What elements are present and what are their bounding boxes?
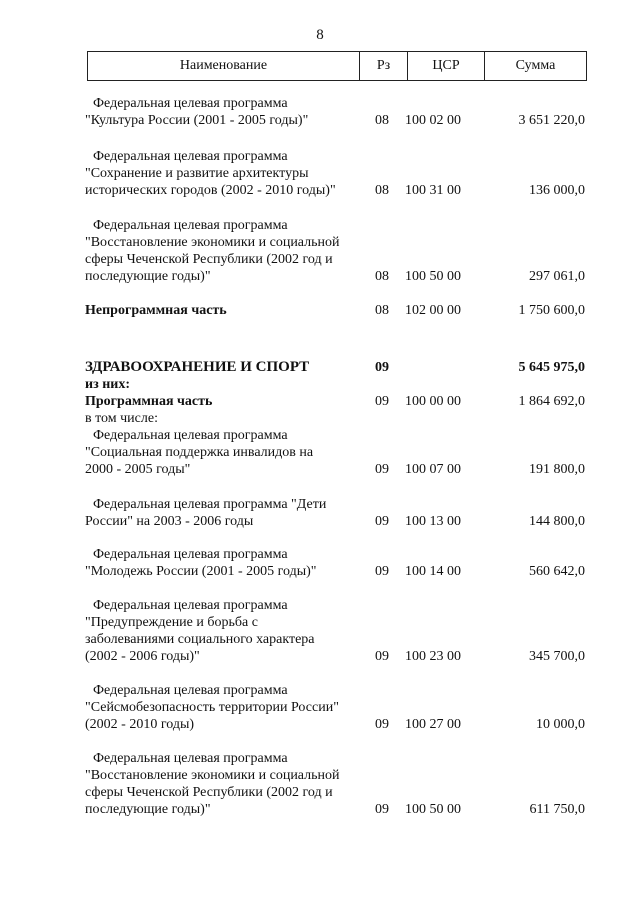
row-rz: 08	[375, 303, 389, 318]
row-csr: 100 00 00	[405, 394, 461, 409]
row-csr: 100 50 00	[405, 802, 461, 817]
row-rz: 09	[375, 514, 389, 529]
row-csr: 100 13 00	[405, 514, 461, 529]
row-csr: 100 23 00	[405, 649, 461, 664]
row-rz: 09	[375, 717, 389, 732]
row-sum: 1 864 692,0	[518, 394, 585, 409]
row-rz: 08	[375, 269, 389, 284]
page-number: 8	[316, 27, 324, 43]
row-sum: 144 800,0	[529, 514, 585, 529]
row-name: из них:	[85, 377, 130, 392]
row-name: Непрограммная часть	[85, 303, 227, 318]
column-header-name: Наименование	[88, 52, 360, 80]
table-header	[87, 51, 587, 81]
row-name: Программная часть	[85, 394, 213, 409]
row-name: Федеральная целевая программа "Сейсмобезопасность территории России" (2002 - 2010 годы)	[85, 683, 339, 732]
row-sum: 191 800,0	[529, 462, 585, 477]
row-rz: 08	[375, 113, 389, 128]
row-sum: 5 645 975,0	[518, 360, 585, 375]
row-sum: 1 750 600,0	[518, 303, 585, 318]
section-title: ЗДРАВООХРАНЕНИЕ И СПОРТ	[85, 359, 310, 375]
row-csr: 100 27 00	[405, 717, 461, 732]
row-rz: 09	[375, 564, 389, 579]
row-csr: 100 02 00	[405, 113, 461, 128]
row-csr: 102 00 00	[405, 303, 461, 318]
row-name: Федеральная целевая программа "Восстановление экономики и социальной сферы Чеченской Республики (2002 год и последующие годы)"	[85, 218, 340, 284]
row-csr: 100 31 00	[405, 183, 461, 198]
column-header-csr: ЦСР	[408, 52, 485, 80]
row-sum: 560 642,0	[529, 564, 585, 579]
row-name: Федеральная целевая программа "Молодежь России (2001 - 2005 годы)"	[85, 547, 317, 579]
row-name: Федеральная целевая программа "Предупреждение и борьба с заболеваниями социального характера (2002 - 2006 годы)"	[85, 598, 315, 664]
row-name: Федеральная целевая программа "Дети России" на 2003 - 2006 годы	[85, 497, 327, 529]
row-csr: 100 50 00	[405, 269, 461, 284]
row-sum: 3 651 220,0	[518, 113, 585, 128]
row-sum: 611 750,0	[529, 802, 585, 817]
column-header-sum: Сумма	[515, 58, 556, 73]
row-rz: 09	[375, 394, 389, 409]
row-name: Федеральная целевая программа "Культура России (2001 - 2005 годы)"	[85, 96, 309, 128]
row-sum: 136 000,0	[529, 183, 585, 198]
row-name: Федеральная целевая программа "Социальная поддержка инвалидов на 2000 - 2005 годы"	[85, 428, 314, 477]
row-csr: 100 14 00	[405, 564, 461, 579]
row-rz: 09	[375, 462, 389, 477]
row-rz: 09	[375, 802, 389, 817]
row-rz: 09	[375, 649, 389, 664]
row-rz: 09	[375, 360, 389, 375]
column-header-rz: Рз	[360, 52, 408, 80]
row-sum: 345 700,0	[529, 649, 585, 664]
row-sum: 10 000,0	[536, 717, 585, 732]
row-name: Федеральная целевая программа "Сохранение и развитие архитектуры исторических городов (2002 - 2010 годы)"	[85, 149, 336, 198]
row-name: Федеральная целевая программа "Восстановление экономики и социальной сферы Чеченской Республики (2002 год и последующие годы)"	[85, 751, 340, 817]
row-sum: 297 061,0	[529, 269, 585, 284]
row-csr: 100 07 00	[405, 462, 461, 477]
row-rz: 08	[375, 183, 389, 198]
row-name: в том числе:	[85, 411, 158, 426]
